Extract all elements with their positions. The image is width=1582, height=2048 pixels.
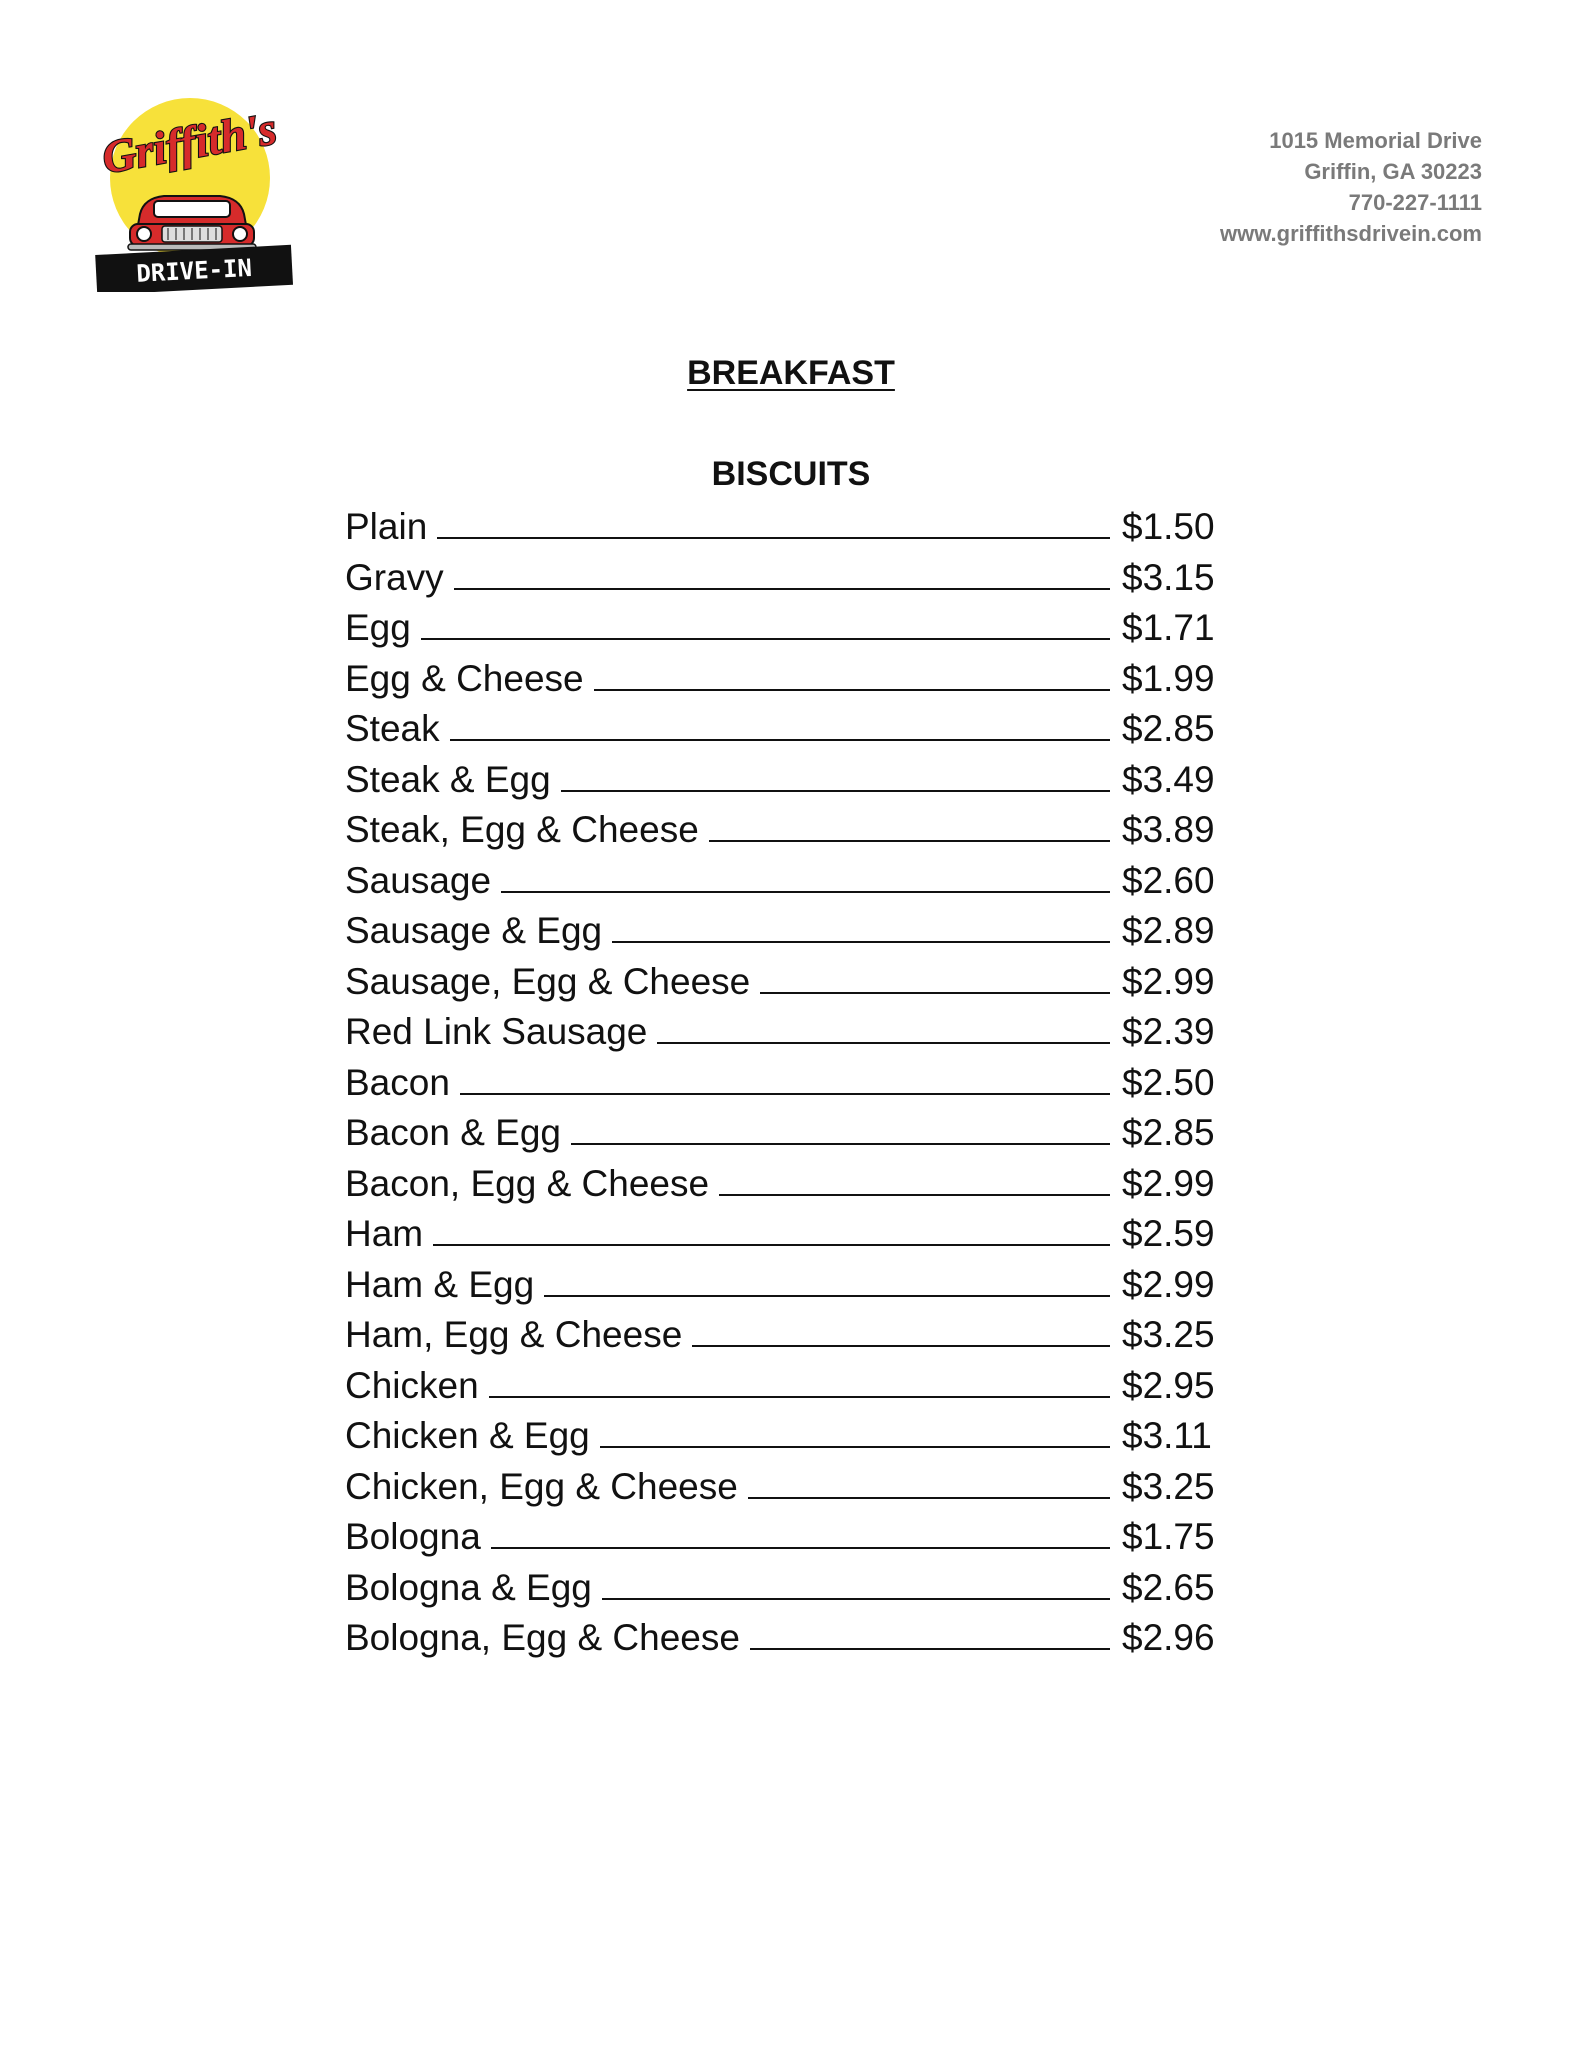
dotted-leader-line bbox=[491, 1517, 1110, 1549]
logo-sub-text: DRIVE-IN bbox=[135, 253, 253, 288]
dotted-leader-line bbox=[750, 1618, 1110, 1650]
menu-item bbox=[345, 1512, 1230, 1563]
dotted-leader-line bbox=[657, 1012, 1110, 1044]
menu-item bbox=[345, 1209, 1230, 1260]
menu-item bbox=[345, 553, 1230, 604]
menu-item-name: Sausage, Egg & Cheese bbox=[345, 960, 751, 1002]
menu-heading-text: BREAKFAST bbox=[687, 354, 895, 392]
menu-item-name: Bacon bbox=[345, 1061, 450, 1103]
menu-item-name: Sausage bbox=[345, 859, 492, 901]
menu-item-price: $3.25 bbox=[1122, 1314, 1215, 1355]
menu-item-name: Bacon, Egg & Cheese bbox=[345, 1162, 710, 1204]
menu-item-name: Steak, Egg & Cheese bbox=[345, 809, 699, 850]
menu-item bbox=[345, 1108, 1230, 1159]
griffiths-drive-in-logo bbox=[88, 86, 298, 292]
menu-item bbox=[345, 1411, 1230, 1462]
dotted-leader-line bbox=[719, 1164, 1110, 1196]
menu-item bbox=[345, 1007, 1230, 1058]
menu-item-name: Chicken & Egg bbox=[345, 1415, 590, 1456]
logo-graphic bbox=[88, 86, 298, 292]
menu-item-price: $2.99 bbox=[1122, 960, 1215, 1002]
menu-item-price: $1.50 bbox=[1122, 506, 1215, 547]
logo-brand-text: Griffith's bbox=[98, 102, 281, 184]
menu-item-price: $2.85 bbox=[1122, 708, 1215, 749]
menu-item-price: $2.96 bbox=[1122, 1617, 1215, 1658]
menu-item bbox=[345, 957, 1230, 1008]
menu-item bbox=[345, 603, 1230, 654]
address-city: Griffin, GA 30223 bbox=[1304, 159, 1482, 184]
menu-item bbox=[345, 1310, 1230, 1361]
menu-item-price: $2.99 bbox=[1122, 1162, 1215, 1204]
car-icon bbox=[128, 196, 256, 250]
menu-item-name: Ham & Egg bbox=[345, 1263, 535, 1305]
menu-item-price: $3.25 bbox=[1122, 1465, 1215, 1507]
dotted-leader-line bbox=[433, 1214, 1110, 1246]
menu-item bbox=[345, 704, 1230, 755]
dotted-leader-line bbox=[760, 962, 1110, 994]
menu-item-name: Egg bbox=[345, 607, 411, 648]
dotted-leader-line bbox=[602, 1568, 1110, 1600]
menu-item-price: $2.99 bbox=[1122, 1263, 1215, 1305]
dotted-leader-line bbox=[709, 810, 1110, 842]
dotted-leader-line bbox=[460, 1063, 1110, 1095]
dotted-leader-line bbox=[612, 911, 1110, 943]
menu-item bbox=[345, 1058, 1230, 1109]
menu-item-name: Steak & Egg bbox=[345, 758, 551, 800]
menu-item-name: Bacon & Egg bbox=[345, 1112, 561, 1153]
dotted-leader-line bbox=[594, 659, 1110, 691]
menu-item-name: Red Link Sausage bbox=[345, 1011, 648, 1052]
menu-item bbox=[345, 654, 1230, 705]
dotted-leader-line bbox=[501, 861, 1110, 893]
section-title: BISCUITS bbox=[711, 455, 871, 493]
menu-item-name: Bologna bbox=[345, 1516, 481, 1557]
menu-item-price: $2.39 bbox=[1122, 1011, 1215, 1052]
menu-item-price: $2.60 bbox=[1122, 859, 1215, 901]
menu-item-name: Sausage & Egg bbox=[345, 910, 603, 951]
menu-item-name: Plain bbox=[345, 506, 428, 547]
menu-item bbox=[345, 1613, 1230, 1664]
menu-item-price: $2.89 bbox=[1122, 910, 1215, 951]
menu-item-name: Egg & Cheese bbox=[345, 657, 584, 699]
menu-item-price: $2.85 bbox=[1122, 1112, 1215, 1153]
menu-item bbox=[345, 1159, 1230, 1210]
menu-item-price: $3.49 bbox=[1122, 758, 1215, 800]
menu-heading bbox=[0, 354, 1582, 393]
menu-item bbox=[345, 1260, 1230, 1311]
menu-item-price: $1.99 bbox=[1122, 657, 1215, 699]
menu-item bbox=[345, 805, 1230, 856]
dotted-leader-line bbox=[561, 760, 1110, 792]
menu-item-name: Gravy bbox=[345, 556, 444, 598]
dotted-leader-line bbox=[437, 507, 1110, 539]
dotted-leader-line bbox=[421, 608, 1110, 640]
dotted-leader-line bbox=[544, 1265, 1110, 1297]
menu-item-price: $2.50 bbox=[1122, 1061, 1215, 1103]
menu-item bbox=[345, 1563, 1230, 1614]
menu-item-price: $3.11 bbox=[1122, 1415, 1212, 1456]
menu-item-price: $3.89 bbox=[1122, 809, 1215, 850]
menu-item-name: Bologna, Egg & Cheese bbox=[345, 1617, 740, 1658]
menu-list bbox=[345, 502, 1230, 1664]
address-website: www.griffithsdrivein.com bbox=[1220, 221, 1482, 246]
menu-item bbox=[345, 1462, 1230, 1513]
address-block bbox=[1220, 125, 1482, 249]
menu-item-price: $2.65 bbox=[1122, 1566, 1215, 1608]
menu-item bbox=[345, 856, 1230, 907]
menu-item-price: $3.15 bbox=[1122, 556, 1215, 598]
menu-item bbox=[345, 906, 1230, 957]
dotted-leader-line bbox=[454, 558, 1110, 590]
menu-item-name: Chicken bbox=[345, 1364, 479, 1406]
address-street: 1015 Memorial Drive bbox=[1269, 128, 1482, 153]
menu-item-price: $1.75 bbox=[1122, 1516, 1215, 1557]
menu-item-name: Steak bbox=[345, 708, 440, 749]
menu-item-name: Ham, Egg & Cheese bbox=[345, 1314, 683, 1355]
menu-item-price: $2.95 bbox=[1122, 1364, 1215, 1406]
menu-item-name: Chicken, Egg & Cheese bbox=[345, 1465, 738, 1507]
menu-item-name: Ham bbox=[345, 1213, 424, 1254]
dotted-leader-line bbox=[450, 709, 1110, 741]
menu-item-price: $2.59 bbox=[1122, 1213, 1215, 1254]
address-phone: 770-227-1111 bbox=[1348, 190, 1482, 215]
menu-item bbox=[345, 1361, 1230, 1412]
dotted-leader-line bbox=[600, 1416, 1110, 1448]
dotted-leader-line bbox=[692, 1315, 1110, 1347]
dotted-leader-line bbox=[571, 1113, 1110, 1145]
menu-item bbox=[345, 502, 1230, 553]
menu-item bbox=[345, 755, 1230, 806]
menu-item-price: $1.71 bbox=[1122, 607, 1215, 648]
dotted-leader-line bbox=[748, 1467, 1110, 1499]
menu-item-name: Bologna & Egg bbox=[345, 1566, 592, 1608]
dotted-leader-line bbox=[489, 1366, 1110, 1398]
